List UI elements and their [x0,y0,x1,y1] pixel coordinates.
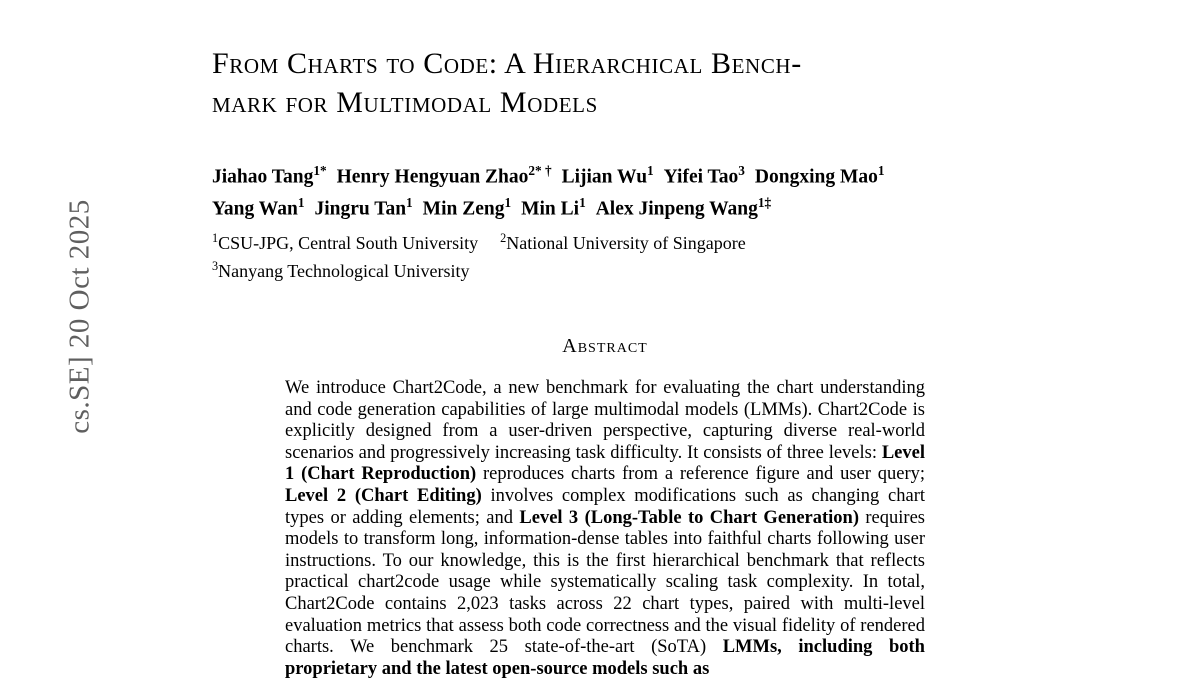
affiliation-name: CSU-JPG, Central South University [218,233,479,253]
abstract-bold-run: Level 2 (Chart Editing) [285,485,482,506]
author-affiliation-marker: 1* [313,163,327,178]
abstract-bold-run: LMMs, including both proprietary and the latest open-source models such as [285,637,925,679]
arxiv-stamp-text: cs.SE] 20 Oct 2025 [63,199,96,434]
author-affiliation-marker: 1 [877,163,885,178]
abstract-body [285,378,925,680]
arxiv-vertical-stamp [0,0,96,648]
author-name: Jingru Tan [314,198,407,219]
abstract-text-run: involves complex modifications such as changing chart types or adding elements; and [285,485,925,528]
affiliation-line [212,255,998,283]
affiliation-list [212,227,998,283]
title-line-1: From Charts to Code: A Hierarchical Bench- [212,47,802,80]
author-name: Lijian Wu [561,166,648,188]
author-affiliation-marker: 1 [406,194,413,210]
author-name: Dongxing Mao [754,166,878,188]
author-affiliation-marker: 1 [297,194,305,210]
author-affiliation-marker: 1‡ [757,194,772,210]
affiliation-marker: 1 [212,231,219,245]
page-title [212,44,998,122]
abstract-text-run: requires models to transform long, information-dense tables into faithful charts following user instructions. To our knowledge, this is the first hierarchical benchmark that reflects practical chart2code usage while systematically scaling task complexity. In total, Chart2Code contains 2,023 tasks across 22 chart types, paired with multi-level evaluation metrics that assess both code correctness and the visual fidelity of rendered charts. We benchmark 25 state-of-the-art (SoTA) [285,507,925,658]
author-name: Min Zeng [422,198,505,219]
author-name: Min Li [521,198,580,219]
abstract-bold-run: Level 3 (Long-Table to Chart Generation) [519,507,859,528]
affiliation-name: National University of Singapore [506,233,746,253]
affiliation-marker: 2 [500,231,507,245]
author-affiliation-marker: 1 [647,163,654,178]
title-line-2: mark for Multimodal Models [212,86,598,119]
author-name: Jiahao Tang [212,166,314,188]
author-name: Alex Jinpeng Wang [595,198,758,219]
author-row-2 [212,190,998,222]
abstract-bold-run: Level 1 (Chart Reproduction) [285,442,925,485]
author-affiliation-marker: 1 [579,194,586,210]
affiliation-marker: 3 [212,259,219,273]
abstract-text-run: We introduce Chart2Code, a new benchmark for evaluating the chart understanding and code generation capabilities of large multimodal models (LMMs). Chart2Code is explicitly designed from a user-driven perspective, capturing diverse real-world scenarios and progressively increasing task difficulty. It consists of three levels: [285,378,925,463]
author-list [212,158,998,221]
author-affiliation-marker: 1 [504,194,512,210]
author-row-1 [212,158,998,190]
affiliation-name: Nanyang Technological University [218,261,470,281]
paper-content [212,44,998,680]
affiliation-line [212,227,998,255]
author-name: Yang Wan [212,198,298,219]
author-affiliation-marker: 3 [738,163,745,178]
abstract-heading: Abstract [562,335,648,357]
author-name: Yifei Tao [663,166,739,188]
author-affiliation-marker: 2* † [528,163,552,178]
abstract-text-run: reproduces charts from a reference figure and user query; [476,464,925,485]
author-name: Henry Hengyuan Zhao [336,166,529,188]
